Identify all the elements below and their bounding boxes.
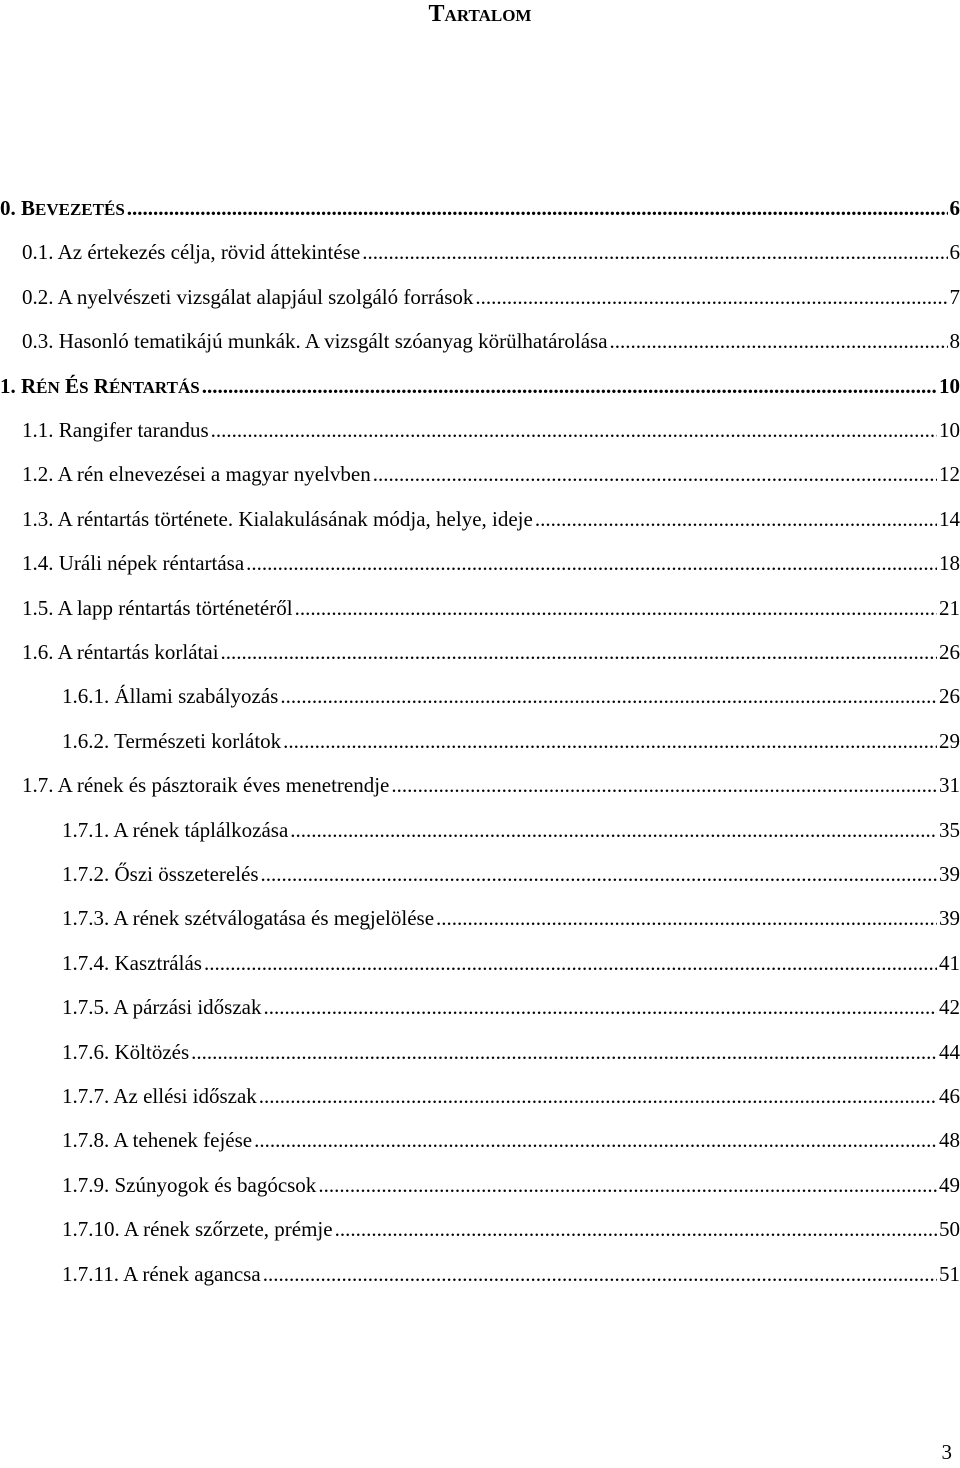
toc-entry-label bbox=[62, 1168, 316, 1202]
toc-entry-text: Természeti korlátok bbox=[114, 728, 282, 753]
toc-entry-page: 8 bbox=[949, 329, 960, 354]
toc-entry[interactable] bbox=[62, 1212, 960, 1246]
toc-entry[interactable] bbox=[22, 413, 960, 447]
toc-entry-page: 14 bbox=[939, 506, 960, 531]
toc-entry[interactable] bbox=[62, 679, 960, 713]
toc-entry-number: 1.7.10. bbox=[62, 1217, 120, 1242]
toc-entry[interactable] bbox=[22, 457, 960, 491]
toc-entry-text: Költözés bbox=[114, 1039, 190, 1064]
toc-entry-number: 1.7.6. bbox=[62, 1039, 110, 1064]
toc-entry[interactable] bbox=[22, 768, 960, 802]
toc-dot-leader bbox=[280, 679, 937, 713]
toc-entry-text: A rének és pásztoraik éves menetrendje bbox=[57, 773, 390, 798]
toc-entry-page: 26 bbox=[939, 640, 960, 664]
toc-entry-label bbox=[22, 635, 219, 669]
toc-dot-leader bbox=[221, 635, 937, 669]
toc-entry-page: 50 bbox=[939, 1217, 960, 1242]
toc-dot-leader bbox=[254, 1123, 937, 1157]
toc-dot-leader bbox=[295, 591, 937, 625]
toc-entry-page: 12 bbox=[939, 462, 960, 487]
toc-entry-text: Állami szabályozás bbox=[114, 684, 279, 709]
toc-entry-label bbox=[62, 679, 278, 713]
toc-entry[interactable] bbox=[62, 901, 960, 935]
toc-entry-number: 0.1. bbox=[22, 240, 54, 265]
toc-entry-number: 1.6.1. bbox=[62, 684, 110, 709]
toc-dot-leader bbox=[263, 990, 937, 1024]
toc-entry-label bbox=[0, 369, 200, 405]
toc-entry-label bbox=[62, 1257, 261, 1291]
toc-entry-number: 1.7.4. bbox=[62, 950, 110, 975]
toc-dot-leader bbox=[318, 1168, 937, 1202]
toc-dot-leader bbox=[610, 324, 948, 358]
toc-entry-text: Hasonló tematikájú munkák. A vizsgált szóanyag körülhatárolása bbox=[58, 329, 608, 354]
toc-entry-label bbox=[62, 990, 261, 1024]
toc-entry-text: A rén elnevezései a magyar nyelvben bbox=[57, 462, 371, 487]
toc-entry-number: 1.6. bbox=[22, 640, 54, 664]
toc-entry-number: 1. bbox=[0, 373, 16, 398]
toc-entry-page: 10 bbox=[939, 373, 960, 398]
toc-entry-label bbox=[22, 502, 533, 536]
toc-dot-leader bbox=[290, 813, 937, 847]
toc-dot-leader bbox=[263, 1257, 937, 1291]
toc-entry-number: 1.2. bbox=[22, 462, 54, 487]
toc-entry-text: A rének agancsa bbox=[123, 1261, 261, 1286]
toc-entry-label bbox=[62, 901, 434, 935]
toc-entry-page: 39 bbox=[939, 862, 960, 886]
toc-entry-page: 21 bbox=[939, 595, 960, 620]
toc-entry-page: 41 bbox=[939, 950, 960, 975]
toc-entry-page: 29 bbox=[939, 728, 960, 753]
toc-entry-label bbox=[22, 235, 360, 269]
toc-entry-number: 1.7. bbox=[22, 773, 54, 798]
toc-entry-text: A nyelvészeti vizsgálat alapjául szolgáló források bbox=[57, 284, 474, 309]
toc-entry-label bbox=[22, 324, 608, 358]
toc-dot-leader bbox=[436, 901, 937, 935]
toc-entry-text: Az értekezés célja, rövid áttekintése bbox=[57, 240, 361, 265]
toc-dot-leader bbox=[373, 457, 937, 491]
toc-entry-number: 1.6.2. bbox=[62, 728, 110, 753]
toc-dot-leader bbox=[202, 369, 937, 403]
toc-dot-leader bbox=[261, 857, 937, 891]
toc-entry[interactable] bbox=[62, 1035, 960, 1069]
toc-entry[interactable] bbox=[62, 990, 960, 1024]
toc-dot-leader bbox=[259, 1079, 937, 1113]
toc-entry-number: 1.7.9. bbox=[62, 1172, 110, 1197]
page-number: 3 bbox=[941, 1440, 952, 1464]
toc-entry-page: 48 bbox=[939, 1128, 960, 1153]
toc-dot-leader bbox=[391, 768, 937, 802]
toc-entry-number: 0.3. bbox=[22, 329, 54, 354]
toc-entry-label bbox=[22, 591, 293, 625]
toc-entry[interactable] bbox=[62, 1079, 960, 1113]
toc-dot-leader bbox=[362, 235, 947, 269]
toc-entry-label bbox=[62, 1212, 333, 1246]
toc-entry-text: RÉN ÉS RÉNTARTÁS bbox=[21, 373, 200, 398]
page-title bbox=[0, 0, 960, 30]
toc-entry-page: 10 bbox=[939, 418, 960, 442]
toc-entry[interactable] bbox=[62, 724, 960, 758]
toc-entry-page: 26 bbox=[939, 684, 960, 709]
toc-entry-page: 51 bbox=[939, 1261, 960, 1286]
toc-entry-label bbox=[62, 946, 202, 980]
toc-entry-label bbox=[62, 857, 259, 891]
toc-dot-leader bbox=[211, 413, 937, 447]
toc-entry-text: Őszi összeterelés bbox=[114, 862, 259, 886]
toc-entry-text: A tehenek fejése bbox=[113, 1128, 253, 1153]
toc-entry-text: A lapp réntartás történetéről bbox=[57, 595, 293, 620]
toc-entry-page: 44 bbox=[939, 1039, 960, 1064]
toc-entry-number: 1.3. bbox=[22, 506, 54, 531]
toc-entry-page: 18 bbox=[939, 551, 960, 576]
toc-entry-number: 1.7.2. bbox=[62, 862, 110, 886]
toc-entry-number: 1.7.1. bbox=[62, 817, 110, 842]
toc-entry-number: 1.7.3. bbox=[62, 906, 110, 931]
toc-entry-text: Rangifer tarandus bbox=[58, 418, 209, 442]
toc-dot-leader bbox=[246, 546, 937, 580]
toc-entry[interactable] bbox=[22, 546, 960, 580]
toc-entry-number: 0.2. bbox=[22, 284, 54, 309]
toc-dot-leader bbox=[191, 1035, 937, 1069]
toc-entry-number: 1.7.7. bbox=[62, 1084, 110, 1108]
toc-entry-text: Kasztrálás bbox=[114, 950, 202, 975]
toc-entry[interactable] bbox=[22, 635, 960, 669]
toc-entry-label bbox=[62, 724, 281, 758]
toc-entry-text: A rének szétválogatása és megjelölése bbox=[113, 906, 435, 931]
toc-entry[interactable] bbox=[0, 191, 960, 225]
toc-entry-text: A rének táplálkozása bbox=[113, 817, 289, 842]
toc-entry-number: 1.7.8. bbox=[62, 1128, 110, 1153]
toc-entry-text: A rének szőrzete, prémje bbox=[123, 1217, 333, 1242]
toc-entry-text: BEVEZETÉS bbox=[21, 196, 125, 220]
toc-entry-label bbox=[0, 191, 125, 227]
toc-dot-leader bbox=[283, 724, 937, 758]
toc-entry[interactable] bbox=[22, 324, 960, 358]
toc-entry-text: Az ellési időszak bbox=[113, 1084, 257, 1108]
toc-dot-leader bbox=[204, 946, 937, 980]
toc-entry[interactable] bbox=[62, 813, 960, 847]
page-title-rest: ARTALOM bbox=[444, 6, 532, 25]
toc-entry[interactable] bbox=[62, 946, 960, 980]
page-title-initial: T bbox=[428, 1, 445, 27]
toc-entry-text: A párzási időszak bbox=[113, 995, 262, 1020]
toc-entry[interactable] bbox=[62, 1257, 960, 1291]
toc-entry[interactable] bbox=[22, 280, 960, 314]
toc-entry-number: 1.1. bbox=[22, 418, 54, 442]
toc-entry-label bbox=[22, 280, 473, 314]
toc-dot-leader bbox=[335, 1212, 937, 1246]
toc-entry-page: 39 bbox=[939, 906, 960, 931]
toc-entry[interactable] bbox=[22, 235, 960, 269]
toc-entry-text: A réntartás története. Kialakulásának módja, helye, ideje bbox=[57, 506, 533, 531]
toc-entry-number: 1.7.11. bbox=[62, 1261, 119, 1286]
toc-entry-label bbox=[22, 546, 244, 580]
toc-entry[interactable] bbox=[62, 1123, 960, 1157]
toc-entry-text: Szúnyogok és bagócsok bbox=[114, 1172, 317, 1197]
toc-dot-leader bbox=[127, 191, 948, 225]
toc-entry-page: 49 bbox=[939, 1172, 960, 1197]
toc-entry-page: 46 bbox=[939, 1084, 960, 1108]
toc-dot-leader bbox=[475, 280, 947, 314]
toc-entry-page: 42 bbox=[939, 995, 960, 1020]
toc-entry-page: 6 bbox=[949, 240, 960, 265]
toc-entry-label bbox=[22, 413, 209, 447]
toc-entry[interactable] bbox=[62, 1168, 960, 1202]
toc-entry-number: 1.7.5. bbox=[62, 995, 110, 1020]
toc-entry-page: 6 bbox=[949, 196, 960, 220]
toc-entry-text: A réntartás korlátai bbox=[57, 640, 219, 664]
toc-entry[interactable] bbox=[62, 857, 960, 891]
toc-entry-label bbox=[62, 813, 288, 847]
toc-entry-page: 35 bbox=[939, 817, 960, 842]
toc-entry[interactable] bbox=[22, 502, 960, 536]
toc-entry[interactable] bbox=[22, 591, 960, 625]
toc-dot-leader bbox=[535, 502, 937, 536]
toc-entry-label bbox=[22, 457, 371, 491]
toc-entry-number: 0. bbox=[0, 196, 16, 220]
toc-entry-label bbox=[22, 768, 389, 802]
toc-entry[interactable] bbox=[0, 369, 960, 403]
toc-entry-label bbox=[62, 1123, 252, 1157]
toc-entry-number: 1.5. bbox=[22, 595, 54, 620]
toc-entry-number: 1.4. bbox=[22, 551, 54, 576]
toc-entry-label bbox=[62, 1079, 257, 1113]
toc-entry-text: Uráli népek réntartása bbox=[58, 551, 245, 576]
toc-entry-page: 7 bbox=[949, 284, 960, 309]
toc-entry-page: 31 bbox=[939, 773, 960, 798]
toc-entry-label bbox=[62, 1035, 189, 1069]
